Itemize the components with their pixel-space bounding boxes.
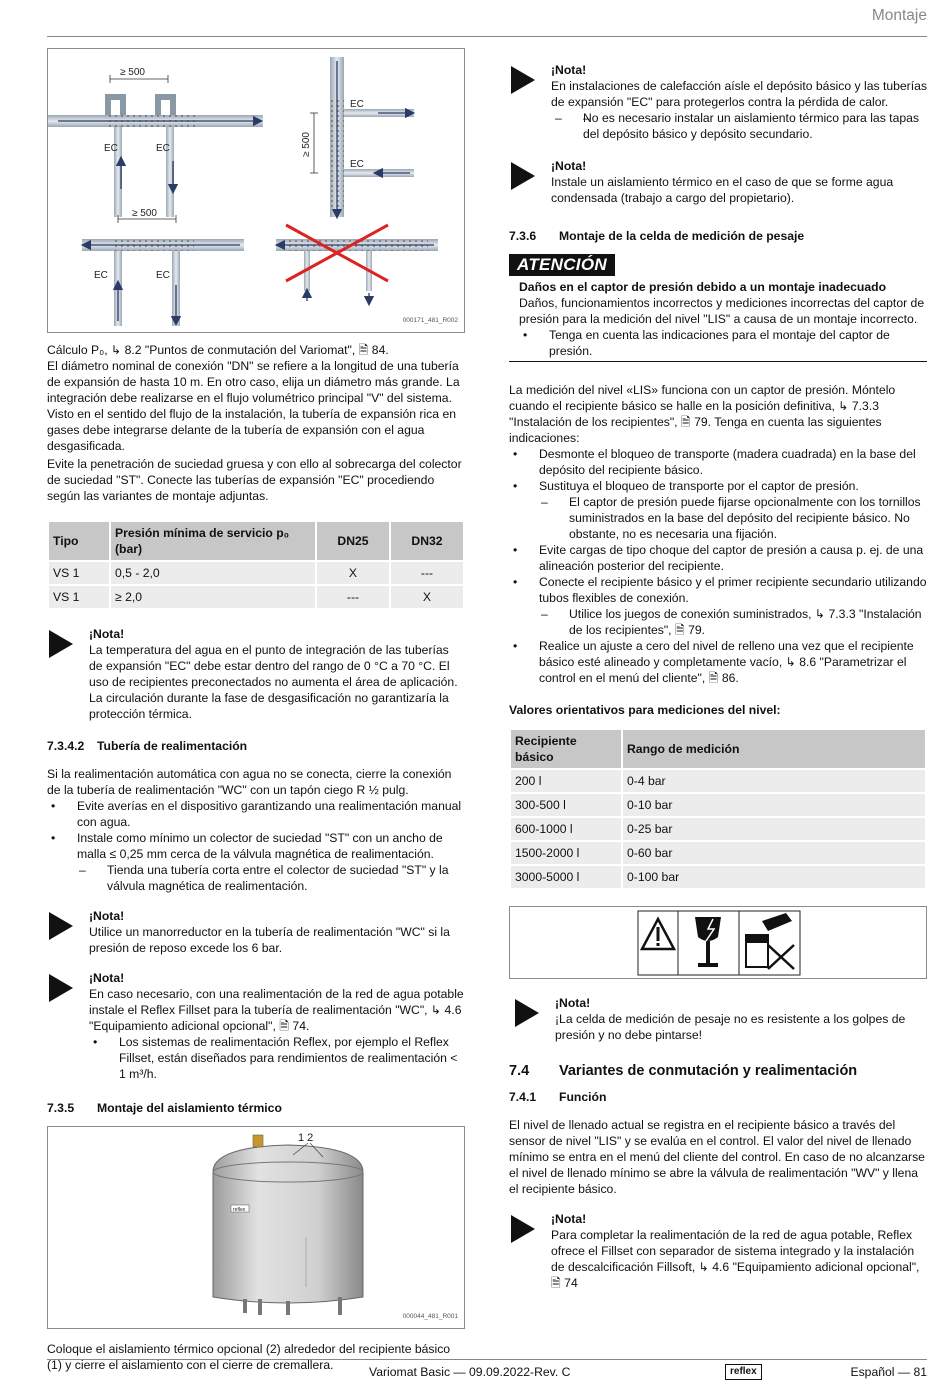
ec-label: EC xyxy=(94,270,108,281)
table-cell: 0-25 bar xyxy=(623,818,925,840)
note-arrow-icon xyxy=(49,912,73,940)
table-cell: 300-500 l xyxy=(511,794,621,816)
warning-symbols xyxy=(510,907,926,978)
note-arrow-icon xyxy=(511,66,535,94)
attention-bullet: • Tenga en cuenta las indicaciones para el montaje del captor de presión. xyxy=(519,327,927,359)
values-table-wrap xyxy=(509,728,927,890)
attention-title: Daños en el captor de presión debido a un montaje inadecuado xyxy=(519,280,887,294)
dn-table-wrap xyxy=(47,520,465,610)
dim-label-vertical: ≥ 500 xyxy=(301,132,312,157)
dim-label-bottom: ≥ 500 xyxy=(132,208,157,219)
paragraph: La medición del nivel «LIS» funciona con un captor de presión. Móntelo cuando el recipiente básico se halle en la posición definitiva, ↳ 7.3.3 "Instalación de los recipientes", 🗎 79. Tenga en cuenta las siguientes indicaciones: xyxy=(509,383,896,445)
table-row xyxy=(511,818,925,840)
calc-text: Cálculo P₀, ↳ 8.2 "Puntos de conmutación del Variomat", 🗎 84. xyxy=(47,343,389,357)
paragraph: Coloque el aislamiento térmico opcional (2) alrededor del recipiente básico (1) y cierre el aislamiento con el cierre de cremallera. xyxy=(47,1342,451,1372)
insulation-figure xyxy=(47,1126,465,1329)
note-block xyxy=(509,995,927,1043)
section-heading xyxy=(47,1100,465,1116)
list-item: • Desmonte el bloqueo de transporte (madera cuadrada) en la base del depósito del recipiente básico. xyxy=(509,446,927,478)
paragraph: El diámetro nominal de conexión "DN" se refiere a la longitud de una tubería de expansión de hasta 10 m. En otro caso, elija un diámetro más grande. La integración debe realizarse en el flujo volumétrico principal "V" del sistema. Visto en el sentido del flujo de la instalación, la tubería de expansión rica en gases debe integrarse delante de la tubería de expansión con el agua desgasificada. xyxy=(47,359,460,453)
section-number: 7.3.5 xyxy=(47,1101,75,1115)
page-number: Español — 81 xyxy=(850,1365,927,1379)
figure-reference: 000171_481_R002 xyxy=(402,317,458,324)
note-arrow-icon xyxy=(511,1215,535,1243)
ec-label: EC xyxy=(350,159,364,170)
list-item: • Conecte el recipiente básico y el primer recipiente secundario utilizando tubos flexibles de conexión. xyxy=(509,574,927,606)
note-block xyxy=(509,1211,927,1291)
note-text: En caso necesario, con una realimentación de la red de agua potable instale el Reflex Fillset para la tubería de realimentación "WC", ↳ 4.6 "Equipamiento adicional opcional", 🗎 74. xyxy=(89,987,464,1033)
sub-list-item: – Tienda una tubería corta entre el colector de suciedad "ST" y la válvula magnética de realimentación. xyxy=(47,862,465,894)
table-header-row xyxy=(511,730,925,768)
paragraph: El nivel de llenado actual se registra en el recipiente básico a través del sensor de nivel "LIS" y se evalúa en el control. El valor del nivel de llenado mínimo se entra en el menú del cliente del control. En caso de no alcanzarse el nivel de llenado mínimo se abre la válvula de realimentación "WV" y llena el recipiente básico. xyxy=(509,1118,925,1196)
table-row xyxy=(49,586,463,608)
table-cell: ≥ 2,0 xyxy=(111,586,315,608)
table-row xyxy=(511,794,925,816)
note-block xyxy=(47,908,465,956)
table-cell: 0-100 bar xyxy=(623,866,925,888)
table-cell: 0-60 bar xyxy=(623,842,925,864)
ec-label: EC xyxy=(156,143,170,154)
document-id: Variomat Basic — 09.09.2022-Rev. C xyxy=(369,1365,571,1379)
section-heading xyxy=(509,1089,927,1105)
note-text: Instale un aislamiento térmico en el caso de que se forme agua condensada (trabajo a cargo del propietario). xyxy=(551,175,894,205)
note-arrow-icon xyxy=(49,630,73,658)
attention-text: Daños, funcionamientos incorrectos y mediciones incorrectas del captor de presión para la medición del nivel "LIS" a causa de un montaje incorrecto. xyxy=(519,296,925,326)
pipe-connection-figure xyxy=(47,48,465,333)
section-heading xyxy=(509,1063,927,1079)
table-header: Presión mínima de servicio p₀ (bar) xyxy=(111,522,315,560)
table-header: Tipo xyxy=(49,522,109,560)
note-title: ¡Nota! xyxy=(551,1212,587,1226)
section-heading-text: Función xyxy=(559,1090,607,1104)
section-heading xyxy=(47,738,465,754)
ec-label: EC xyxy=(104,143,118,154)
figure-reference: 000044_481_R001 xyxy=(402,1313,458,1320)
paragraph: Evite la penetración de suciedad gruesa y con ello al sobrecarga del colector de suciedad "ST". Conecte las tuberías de expansión "EC" procediendo según las variantes de montaje adjuntas. xyxy=(47,457,462,503)
diagram-variant-1 xyxy=(48,67,263,217)
note-arrow-icon xyxy=(515,999,539,1027)
table-row xyxy=(511,842,925,864)
note-sub-item: – – No es necesario instalar un aislamiento térmico para las tapas del depósito básico y depósito secundario. xyxy=(551,110,927,142)
note-title: ¡Nota! xyxy=(551,159,587,173)
list-item: • Realice un ajuste a cero del nivel de relleno una vez que el recipiente básico esté alineado y completamente vacío, ↳ 8.6 "Parametrizar el control en el menú del cliente", 🗎 86. xyxy=(509,638,927,686)
attention-box xyxy=(509,254,927,362)
note-arrow-icon xyxy=(49,974,73,1002)
note-block xyxy=(47,626,465,722)
diagram-variant-incorrect xyxy=(276,225,438,301)
note-title: ¡Nota! xyxy=(89,627,125,641)
table-cell: VS 1 xyxy=(49,562,109,584)
logo-badge: reflex xyxy=(233,1207,246,1213)
table-cell: VS 1 xyxy=(49,586,109,608)
note-arrow-icon xyxy=(511,162,535,190)
table-header-row xyxy=(49,522,463,560)
note-title: ¡Nota! xyxy=(89,909,125,923)
section-number: 7.3.6 xyxy=(509,229,537,243)
table-cell: 1500-2000 l xyxy=(511,842,621,864)
note-block xyxy=(509,158,927,206)
figure-labels: 1 2 xyxy=(298,1132,314,1144)
pipe-connection-diagram xyxy=(48,49,464,332)
table-cell: 600-1000 l xyxy=(511,818,621,840)
table-cell: 200 l xyxy=(511,770,621,792)
table-header: DN25 xyxy=(317,522,389,560)
note-text: ¡La celda de medición de pesaje no es resistente a los golpes de presión y no debe pintarse! xyxy=(555,1012,906,1042)
table-row xyxy=(511,770,925,792)
right-column xyxy=(509,62,927,1291)
dim-label-top: ≥ 500 xyxy=(120,67,145,78)
table-cell: 0-10 bar xyxy=(623,794,925,816)
note-text: Para completar la realimentación de la red de agua potable, Reflex ofrece el Fillset con separador de sistema integrado y la instalación de descalcificación Fillsoft, ↳ 4.6 "Equipamiento adicional opcional", 🗎 74 xyxy=(551,1228,920,1290)
section-heading-text: Variantes de conmutación y realimentación xyxy=(559,1063,858,1079)
section-heading-text: Tubería de realimentación xyxy=(97,739,248,753)
page-header xyxy=(47,0,927,37)
ec-label: EC xyxy=(156,270,170,281)
note-block xyxy=(47,970,465,1082)
tank-illustration xyxy=(48,1127,464,1328)
table-header: DN32 xyxy=(391,522,463,560)
table-cell: 0,5 - 2,0 xyxy=(111,562,315,584)
list-item: • Instale como mínimo un colector de suciedad "ST" con un ancho de malla ≤ 0,25 mm cerca de la válvula magnética de realimentación. xyxy=(47,830,465,862)
list-item: • Evite cargas de tipo choque del captor de presión a causa p. ej. de una alineación posterior del recipiente. xyxy=(509,542,927,574)
note-text: Utilice un manorreductor en la tubería de realimentación "WC" si la presión de reposo excede los 6 bar. xyxy=(89,925,450,955)
diagram-variant-3 xyxy=(82,208,244,326)
table-cell: --- xyxy=(391,562,463,584)
attention-label: ATENCIÓN xyxy=(509,254,615,276)
ec-label: EC xyxy=(350,99,364,110)
section-number: 7.3.4.2 xyxy=(47,739,85,753)
section-number: 7.4.1 xyxy=(509,1090,537,1104)
table-cell: X xyxy=(391,586,463,608)
table-row xyxy=(511,866,925,888)
list-item: • Evite averías en el dispositivo garantizando una realimentación manual con agua. xyxy=(47,798,465,830)
left-column xyxy=(47,48,465,1373)
note-sub-text: No es necesario instalar un aislamiento térmico para las tapas del depósito básico y depósito secundario. xyxy=(583,111,920,141)
table-cell: 3000-5000 l xyxy=(511,866,621,888)
page-footer xyxy=(47,1359,927,1387)
section-heading xyxy=(509,228,927,244)
table-cell: X xyxy=(317,562,389,584)
note-text: La temperatura del agua en el punto de integración de las tuberías de expansión "EC" debe estar dentro del rango de 0 °C a 70 °C. El uso de recipientes preconectados no aumenta el área de aplicación. La circulación durante la fase de desgasificación no garantizaría la protección térmica. xyxy=(89,643,458,721)
paragraph: Si la realimentación automática con agua no se conecta, cierre la conexión de la tubería de realimentación "WC" con un tapón ciego R ½ pulg. xyxy=(47,767,452,797)
note-title: ¡Nota! xyxy=(555,996,591,1010)
diagram-variant-2 xyxy=(301,57,414,217)
table-header: Recipiente básico xyxy=(511,730,621,768)
calc-line xyxy=(47,342,465,358)
sub-list-item: – Utilice los juegos de conexión suministrados, ↳ 7.3.3 "Instalación de los recipientes", 🗎 79. xyxy=(509,606,927,638)
list-item: • Sustituya el bloqueo de transporte por el captor de presión. xyxy=(509,478,927,494)
section-heading-text: Montaje de la celda de medición de pesaje xyxy=(559,229,805,243)
table-cell: 0-4 bar xyxy=(623,770,925,792)
section-number: 7.4 xyxy=(509,1063,530,1079)
note-block xyxy=(509,62,927,142)
table-row xyxy=(49,562,463,584)
note-title: ¡Nota! xyxy=(89,971,125,985)
note-title: ¡Nota! xyxy=(551,63,587,77)
table-header: Rango de medición xyxy=(623,730,925,768)
section-title: Montaje xyxy=(871,7,927,24)
attention-body xyxy=(509,279,927,359)
note-sub-item: • Los sistemas de realimentación Reflex, por ejemplo el Reflex Fillset, están diseñados para rendimientos de realimentación < 1 m³/h. xyxy=(89,1034,465,1082)
sub-list-item: – El captor de presión puede fijarse opcionalmente con los tornillos suministrados en la base del depósito del recipiente básico. No obstante, no es necesaria una fijación. xyxy=(509,494,927,542)
section-heading-text: Montaje del aislamiento térmico xyxy=(97,1101,282,1115)
values-table xyxy=(509,728,927,890)
warning-symbols-figure xyxy=(509,906,927,979)
note-text: En instalaciones de calefacción aísle el depósito básico y las tuberías de expansión "EC" para protegerlos contra la pérdida de calor. xyxy=(551,79,928,109)
brand-logo: reflex xyxy=(725,1364,762,1380)
table-cell: --- xyxy=(317,586,389,608)
dn-table xyxy=(47,520,465,610)
values-title: Valores orientativos para mediciones del nivel: xyxy=(509,703,781,717)
